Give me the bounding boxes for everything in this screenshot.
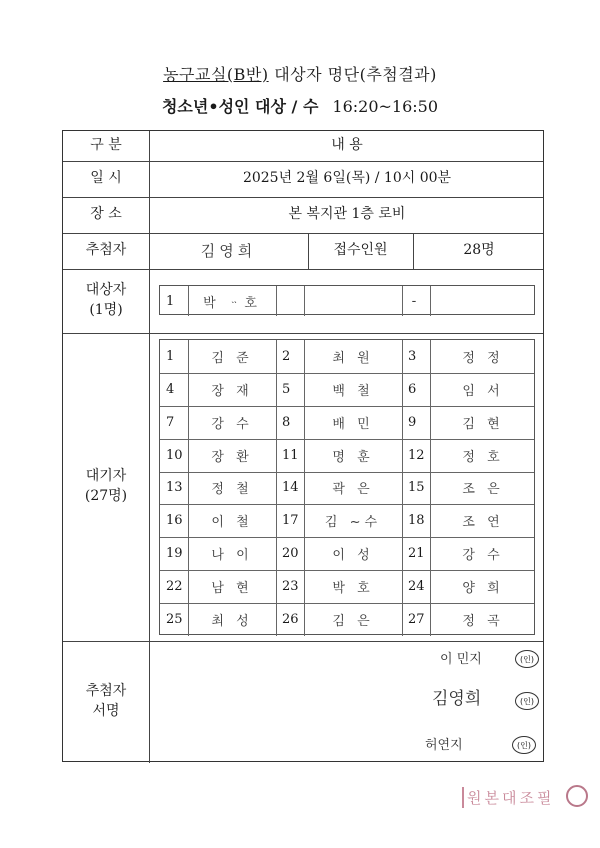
waiting-name: 이 철 <box>211 515 253 531</box>
signer-2-name: 김영희 <box>432 689 482 709</box>
waiting-label-cell <box>63 333 149 641</box>
table-row <box>160 373 534 407</box>
selected-label-cell <box>63 269 149 333</box>
waiting-number: 11 <box>282 447 299 463</box>
date-label: 일 시 <box>90 170 122 187</box>
waiting-name: 정 철 <box>211 482 253 498</box>
waiting-number: 2 <box>282 348 291 364</box>
signer-1-seal: (인) <box>515 650 539 668</box>
waiting-name: 정 호 <box>462 449 504 465</box>
selected-label: 대상자 <box>85 282 127 299</box>
sign-label-cell <box>63 641 149 763</box>
title-rest: 대상자 명단(추첨결과) <box>268 65 437 84</box>
waiting-number: 13 <box>166 480 183 496</box>
waiting-name: 최 성 <box>211 614 253 630</box>
waiting-number: 20 <box>282 546 299 562</box>
waiting-name: 강 수 <box>211 416 253 432</box>
waiting-number: 6 <box>408 381 417 397</box>
drawer-name-handwritten: 김영희 <box>200 241 257 260</box>
waiting-name: 양 희 <box>462 581 504 597</box>
waiting-number: 17 <box>282 513 299 529</box>
waiting-number: 12 <box>408 447 425 463</box>
selected-number: 1 <box>166 293 175 309</box>
drawer-label: 추첨자 <box>85 242 127 259</box>
table-row <box>160 340 534 374</box>
roster-table <box>62 130 544 762</box>
waiting-name: 나 이 <box>211 548 253 564</box>
header-label-cell: 구 분 <box>90 137 122 154</box>
signer-3-name: 허연지 <box>425 738 463 753</box>
waiting-name: 김 현 <box>462 416 504 432</box>
waiting-list <box>159 339 535 635</box>
waiting-name: 이 성 <box>332 548 374 564</box>
waiting-name: 최 원 <box>332 350 374 366</box>
waiting-number: 8 <box>282 414 291 430</box>
table-row <box>160 406 534 440</box>
subtitle-time: 16:20~16:50 <box>332 97 439 116</box>
waiting-name: 명 훈 <box>332 449 374 465</box>
selected-extra: - <box>411 293 421 309</box>
waiting-name: 배 민 <box>332 416 374 432</box>
table-row <box>160 537 534 571</box>
waiting-number: 18 <box>408 513 425 529</box>
waiting-name: 남 현 <box>211 581 253 597</box>
list-item <box>160 286 534 316</box>
selected-list <box>159 285 535 315</box>
place-label: 장 소 <box>90 206 122 223</box>
selected-count: (1명) <box>89 302 123 318</box>
waiting-number: 4 <box>166 381 175 397</box>
waiting-count: (27명) <box>84 488 128 504</box>
waiting-number: 15 <box>408 480 425 496</box>
waiting-name: 정 곡 <box>462 614 504 630</box>
waiting-number: 26 <box>282 612 299 628</box>
waiting-name: 김 준 <box>211 350 253 366</box>
table-row <box>160 504 534 538</box>
selected-name: 박 ᆢ호 <box>203 295 261 311</box>
waiting-name: 정 정 <box>462 350 504 366</box>
waiting-name: 장 환 <box>211 449 253 465</box>
waiting-number: 27 <box>408 612 425 628</box>
waiting-number: 16 <box>166 513 183 529</box>
signer-1-name: 이 민지 <box>440 652 482 667</box>
applicants-value: 28명 <box>463 242 495 259</box>
signer-3-seal: (인) <box>512 736 536 754</box>
subtitle-text: 청소년•성인 대상 / 수 <box>161 97 319 116</box>
sign-label-2: 서명 <box>92 703 120 719</box>
sign-label: 추첨자 <box>85 683 127 700</box>
date-value: 2025년 2월 6일(목) / 10시 00분 <box>242 170 452 187</box>
table-row <box>160 603 534 636</box>
waiting-name: 박 호 <box>332 581 374 597</box>
waiting-name: 조 은 <box>462 482 504 498</box>
table-row <box>160 472 534 506</box>
waiting-name: 김 ~수 <box>324 515 382 531</box>
waiting-name: 강 수 <box>462 548 504 564</box>
waiting-number: 5 <box>282 381 291 397</box>
waiting-number: 3 <box>408 348 417 364</box>
waiting-number: 9 <box>408 414 417 430</box>
document-subtitle <box>0 94 600 117</box>
seal-icon <box>566 785 588 807</box>
table-row <box>160 439 534 473</box>
waiting-name: 곽 은 <box>332 482 374 498</box>
original-copy-stamp: 원본대조필 <box>462 787 554 808</box>
waiting-number: 24 <box>408 579 425 595</box>
waiting-number: 23 <box>282 579 299 595</box>
header-content-cell: 내 용 <box>331 137 363 154</box>
waiting-number: 1 <box>166 348 175 364</box>
table-row <box>160 570 534 604</box>
waiting-number: 10 <box>166 447 183 463</box>
signer-2-seal: (인) <box>515 692 539 710</box>
waiting-name: 임 서 <box>462 383 504 399</box>
waiting-name: 조 연 <box>462 515 504 531</box>
waiting-number: 25 <box>166 612 183 628</box>
waiting-name: 장 재 <box>211 383 253 399</box>
waiting-name: 김 은 <box>332 614 374 630</box>
waiting-number: 21 <box>408 546 425 562</box>
waiting-label: 대기자 <box>85 468 127 485</box>
place-value: 본 복지관 1층 로비 <box>288 206 406 223</box>
waiting-number: 22 <box>166 579 183 595</box>
waiting-number: 7 <box>166 414 175 430</box>
title-underlined: 농구교실(B반) <box>163 65 269 84</box>
document-title <box>0 62 600 85</box>
waiting-name: 백 철 <box>332 383 374 399</box>
waiting-number: 14 <box>282 480 299 496</box>
waiting-number: 19 <box>166 546 183 562</box>
applicants-label: 접수인원 <box>333 242 388 259</box>
